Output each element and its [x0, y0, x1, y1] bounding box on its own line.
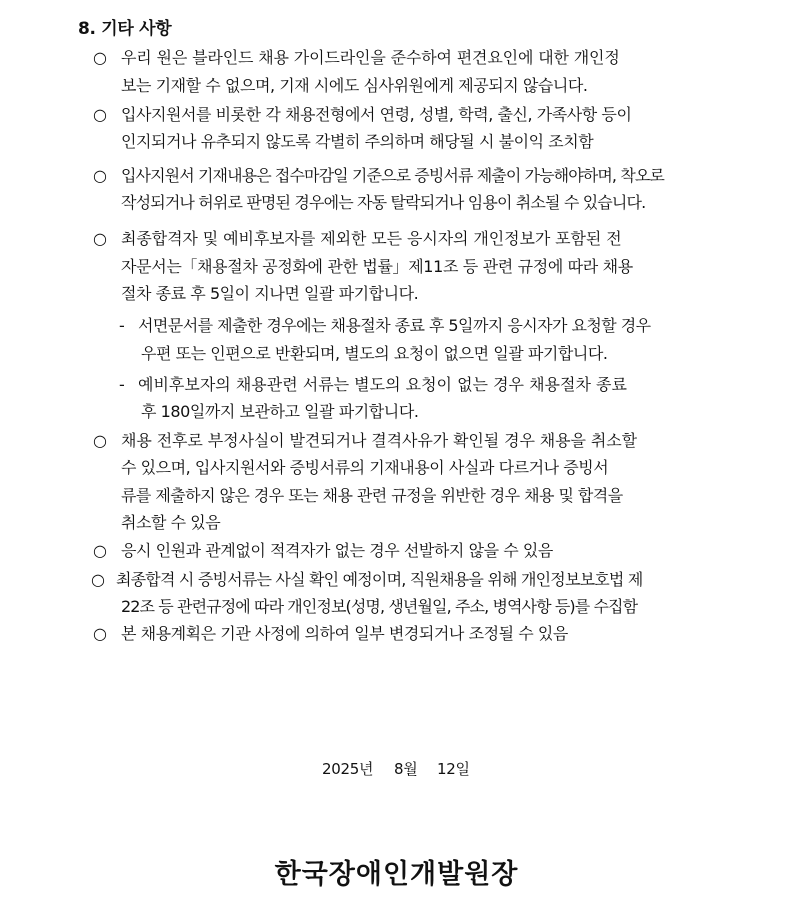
item-5-line-2: 수 있으며, 입사지원서와 증빙서류의 기재내용이 사실과 다르거나 증빙서 [121, 458, 609, 477]
bullet-icon: ○ [93, 541, 107, 560]
dash-marker: - [119, 375, 125, 394]
item-3-line-1: 입사지원서 기재내용은 접수마감일 기준으로 증빙서류 제출이 가능해야하며, 착오로 [121, 166, 664, 185]
item-2-line-2: 인지되거나 유추되지 않도록 각별히 주의하며 해당될 시 불이익 조치함 [121, 132, 594, 151]
bullet-icon: ○ [93, 229, 107, 248]
section-heading: 8. 기타 사항 [78, 19, 172, 39]
item-6-line-1: 응시 인원과 관계없이 적격자가 없는 경우 선발하지 않을 수 있음 [121, 541, 553, 560]
subitem-2-line-2: 후 180일까지 보관하고 일괄 파기합니다. [141, 402, 419, 421]
bullet-icon: ○ [91, 570, 105, 589]
item-5-line-4: 취소할 수 있음 [121, 513, 221, 532]
bullet-icon: ○ [93, 48, 107, 67]
item-4-line-1: 최종합격자 및 예비후보자를 제외한 모든 응시자의 개인정보가 포함된 전 [121, 229, 622, 248]
item-5-line-1: 채용 전후로 부정사실이 발견되거나 결격사유가 확인될 경우 채용을 취소할 [121, 431, 637, 450]
item-7-line-1: 최종합격 시 증빙서류는 사실 확인 예정이며, 직원채용을 위해 개인정보보호법 제 [116, 570, 643, 589]
bullet-icon: ○ [93, 105, 107, 124]
bullet-icon: ○ [93, 431, 107, 450]
item-1-line-1: 우리 원은 블라인드 채용 가이드라인을 준수하여 편견요인에 대한 개인정 [121, 48, 620, 67]
item-4-line-3: 절차 종료 후 5일이 지나면 일괄 파기합니다. [121, 284, 419, 303]
bullet-icon: ○ [93, 166, 107, 185]
subitem-1-line-1: 서면문서를 제출한 경우에는 채용절차 종료 후 5일까지 응시자가 요청할 경우 [138, 316, 651, 335]
item-1-line-2: 보는 기재할 수 없으며, 기재 시에도 심사위원에게 제공되지 않습니다. [121, 76, 588, 95]
organization-name: 한국장애인개발원장 [274, 859, 519, 890]
subitem-1-line-2: 우편 또는 인편으로 반환되며, 별도의 요청이 없으면 일괄 파기합니다. [141, 344, 608, 363]
subitem-2-line-1: 예비후보자의 채용관련 서류는 별도의 요청이 없는 경우 채용절차 종료 [138, 375, 627, 394]
item-8-line-1: 본 채용계획은 기관 사정에 의하여 일부 변경되거나 조정될 수 있음 [121, 624, 568, 643]
date-year: 2025년 [322, 760, 374, 778]
bullet-icon: ○ [93, 624, 107, 643]
item-2-line-1: 입사지원서를 비롯한 각 채용전형에서 연령, 성별, 학력, 출신, 가족사항 등이 [121, 105, 632, 124]
date-day: 12일 [437, 760, 470, 778]
item-7-line-2: 22조 등 관련규정에 따라 개인정보(성명, 생년월일, 주소, 병역사항 등)를 수집함 [121, 597, 638, 616]
item-4-line-2: 자문서는「채용절차 공정화에 관한 법률」제11조 등 관련 규정에 따라 채용 [121, 257, 633, 276]
date-month: 8월 [394, 760, 418, 778]
item-5-line-3: 류를 제출하지 않은 경우 또는 채용 관련 규정을 위반한 경우 채용 및 합격을 [121, 486, 623, 505]
dash-marker: - [119, 316, 125, 335]
item-3-line-2: 작성되거나 허위로 판명된 경우에는 자동 탈락되거나 임용이 취소될 수 있습니다. [121, 193, 646, 212]
